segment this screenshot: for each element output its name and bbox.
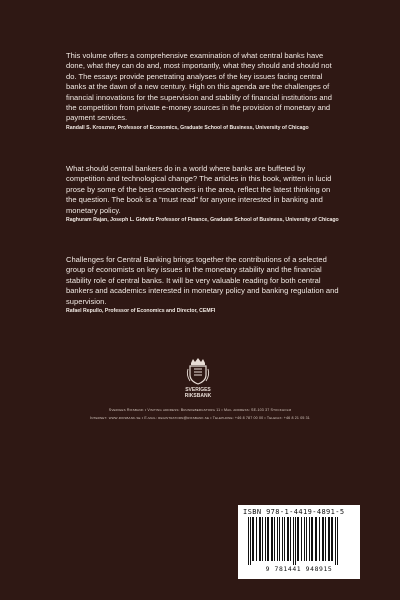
isbn-label: ISBN 978-1-4419-4891-5 [243,508,345,516]
blurb-attribution: Randall S. Kroszner, Professor of Economics, Graduate School of Business, University of Chicago [66,124,309,131]
blurb-attribution: Raghuram Rajan, Joseph L. Gidwitz Professor of Finance, Graduate School of Business, University of Chicago [66,217,339,224]
ean-number: 9 781441 948915 [265,565,333,573]
contact-line: Internet: www.riksbank.se • E-mail: registratorn@riksbank.se • Telephone: +46 8 787 00 00 • Telefax: +46 8 21 05 31 [90,416,310,420]
blurb-text: This volume offers a comprehensive examination of what central banks have done, what they can do and, most importantly, what they should and should not do. The essays provide penetrating analyses of the key issues facing central banks at the dawn of a new century. High on this agenda are the challenges of financial innovations for the supervision and stability of financial institutions and the competition from private e-money sources in the provision of monetary and payment services. [66,51,332,123]
blurb-text: What should central bankers do in a world where banks are buffeted by competition and technological change? The articles in this book, written in lucid prose by some of the best researchers in the area, reflect the latest thinking on the question. The book is a “must read” for anyone interested in banking and monetary policy. [66,164,332,215]
logo-line2: RIKSBANK [184,393,212,399]
isbn-barcode [238,505,360,579]
blurb-text: Challenges for Central Banking brings together the contributions of a selected group of economists on key issues in the monetary stability and the financial stability role of central banks. It will be very valuable reading for both central bankers and academics interested in monetary policy and banking regulation and supervision. [66,255,339,306]
logo-line1: SVERIGES [185,387,211,393]
barcode-bars [246,517,352,565]
blurb-rajan [66,164,342,224]
sveriges-riksbank-crest-icon [182,357,214,401]
blurb-kroszner [66,51,342,132]
address-line: Sveriges Riksbank • Visiting address: Brunkebergstorg 11 • Mail address: SE-103 37 Stockholm [108,408,292,412]
blurb-attribution: Rafael Repullo, Professor of Economics and Director, CEMFI [66,308,216,315]
blurb-repullo [66,255,342,315]
